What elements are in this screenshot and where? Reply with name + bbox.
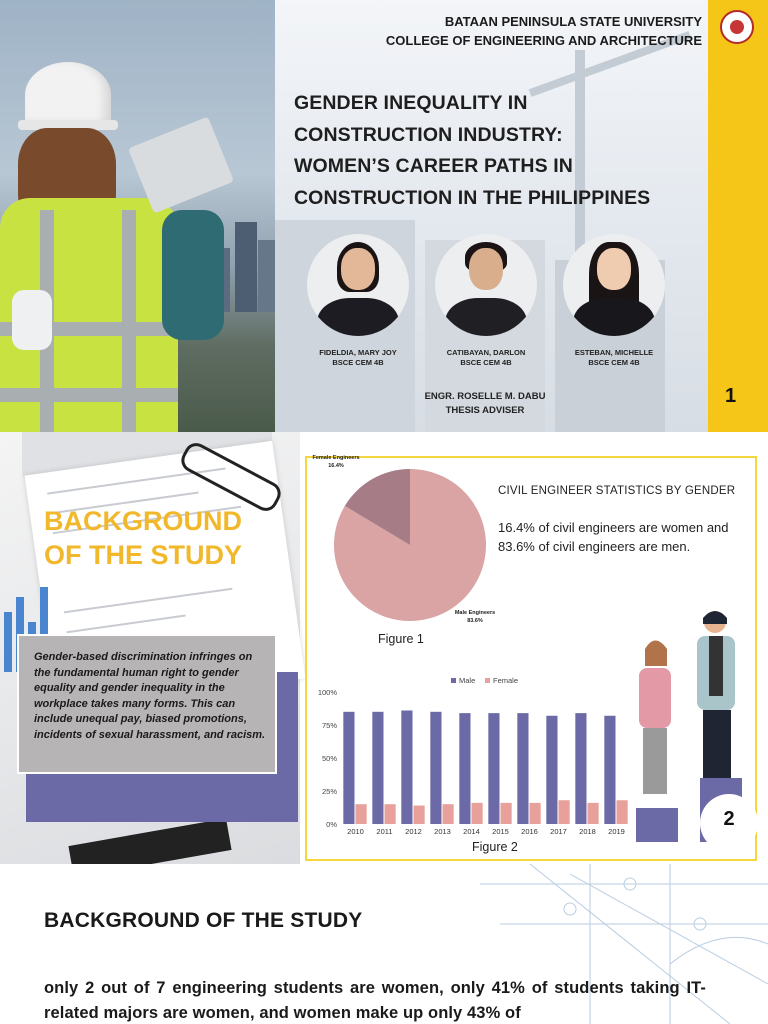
paper-line <box>67 615 186 634</box>
background-slide-text <box>0 864 768 1024</box>
y-tick-label: 50% <box>321 754 337 763</box>
adviser-role: THESIS ADVISER <box>445 405 525 416</box>
bar-female-2014 <box>472 803 483 824</box>
background-slide <box>0 432 768 864</box>
slide-heading: BACKGROUND OF THE STUDY <box>44 909 363 932</box>
pie-label-name: Male Engineers <box>454 610 496 616</box>
gender-pie-chart <box>325 460 495 630</box>
bar-male-2017 <box>546 716 557 824</box>
bar-male-2010 <box>343 712 354 824</box>
author-photo-catibayan <box>435 234 537 336</box>
author-credit-esteban <box>544 348 684 368</box>
bar-female-2017 <box>559 800 570 824</box>
thesis-title-line: CONSTRUCTION IN THE PHILIPPINES <box>294 186 651 209</box>
bar-female-2015 <box>501 803 512 824</box>
bar-male-2015 <box>488 713 499 824</box>
figure-caption: Figure 1 <box>378 632 424 646</box>
podium-step-image <box>636 808 678 842</box>
university-seal-logo <box>720 10 754 44</box>
teal-sleeve-image <box>162 210 224 340</box>
bar-female-2010 <box>356 804 367 824</box>
x-tick-label: 2018 <box>579 827 596 836</box>
thesis-title-line: GENDER INEQUALITY IN <box>294 92 528 114</box>
slide-heading-line: OF THE STUDY <box>44 540 243 570</box>
slide-heading <box>44 504 284 572</box>
author-name: ESTEBAN, MICHELLE <box>574 348 654 357</box>
background-paragraph: Gender-based discrimination infringes on the fundamental human right to gender equality and gender inequality in the workplace takes many forms. This can include unequal pay, biased promotions, incidents of sexual harassment, and racism. <box>34 651 266 741</box>
bar-female-2013 <box>443 804 454 824</box>
pie-label-male <box>443 609 507 625</box>
slide-heading-line: BACKGROUND <box>44 506 242 536</box>
bar-chart-legend <box>451 676 518 685</box>
author-program: BSCE CEM 4B <box>332 358 384 367</box>
bar-female-2012 <box>414 806 425 824</box>
legend-swatch <box>451 678 456 683</box>
y-tick-label: 0% <box>326 820 337 829</box>
statistics-text: 16.4% of civil engineers are women and 83.6% of civil engineers are men. <box>498 520 729 554</box>
bar-male-2016 <box>517 713 528 824</box>
bar-female-2018 <box>588 803 599 824</box>
university-name: BATAAN PENINSULA STATE UNIVERSITY <box>444 14 702 29</box>
engineer-woman-photo <box>0 0 275 432</box>
y-tick-label: 75% <box>321 721 337 730</box>
bar-male-2012 <box>401 710 412 824</box>
university-header <box>300 12 702 50</box>
legend-swatch <box>485 678 490 683</box>
author-photo-fideldia <box>307 234 409 336</box>
author-face-image <box>469 248 503 290</box>
rolled-blueprints-image <box>12 290 52 350</box>
city-building-image <box>258 240 275 312</box>
city-building-image <box>235 222 257 312</box>
author-photo-esteban <box>563 234 665 336</box>
figure-caption: Figure 2 <box>472 840 518 854</box>
y-tick-label: 100% <box>317 688 337 697</box>
bar-male-2014 <box>459 713 470 824</box>
bar-chart-bars <box>343 710 627 824</box>
pie-label-female <box>310 454 362 470</box>
legend-label: Male <box>459 676 476 685</box>
x-tick-label: 2014 <box>463 827 480 836</box>
author-program: BSCE CEM 4B <box>460 358 512 367</box>
author-program: BSCE CEM 4B <box>588 358 640 367</box>
author-credit-fideldia <box>288 348 428 368</box>
adviser-name: ENGR. ROSELLE M. DABU <box>424 391 546 402</box>
author-body-image <box>317 298 399 336</box>
hard-hat-image <box>25 62 111 128</box>
page-number: 2 <box>723 808 735 830</box>
thesis-title <box>294 88 706 214</box>
paper-line <box>64 588 233 614</box>
x-tick-label: 2019 <box>608 827 625 836</box>
bar-chart-x-axis <box>347 827 625 836</box>
college-name: COLLEGE OF ENGINEERING AND ARCHITECTURE <box>385 33 702 48</box>
clipboard-image <box>68 818 231 864</box>
x-tick-label: 2016 <box>521 827 538 836</box>
title-slide <box>0 0 768 432</box>
bar-male-2011 <box>372 712 383 824</box>
bar-male-2013 <box>430 712 441 824</box>
gender-bar-chart <box>305 670 635 842</box>
author-body-image <box>573 298 655 336</box>
statistics-title: CIVIL ENGINEER STATISTICS BY GENDER <box>498 485 736 497</box>
y-tick-label: 25% <box>321 787 337 796</box>
x-tick-label: 2013 <box>434 827 451 836</box>
vest-reflective-stripe <box>0 388 178 402</box>
x-tick-label: 2010 <box>347 827 364 836</box>
accent-sidebar <box>708 0 768 432</box>
bar-female-2011 <box>385 804 396 824</box>
background-paragraph: only 2 out of 7 engineering students are women, only 41% of students taking IT-related majors are women, and women make up only 43% of <box>44 979 706 1022</box>
bar-male-2019 <box>604 716 615 824</box>
author-credit-catibayan <box>416 348 556 368</box>
bar-female-2016 <box>530 803 541 824</box>
pie-label-name: Female Engineers <box>312 455 360 461</box>
legend-label: Female <box>493 676 519 685</box>
pie-label-value: 83.6% <box>467 618 483 624</box>
bar-chart-y-axis <box>318 688 338 829</box>
pie-label-value: 16.4% <box>328 463 344 469</box>
page-number: 1 <box>725 385 737 407</box>
x-tick-label: 2011 <box>376 827 393 836</box>
thesis-title-line: CONSTRUCTION INDUSTRY: <box>294 123 563 146</box>
author-name: CATIBAYAN, DARLON <box>446 348 526 357</box>
x-tick-label: 2015 <box>492 827 509 836</box>
vest-reflective-stripe <box>122 210 136 432</box>
thesis-adviser <box>380 390 590 418</box>
bar-male-2018 <box>575 713 586 824</box>
author-name: FIDELDIA, MARY JOY <box>319 348 397 357</box>
x-tick-label: 2012 <box>405 827 422 836</box>
author-face-image <box>597 248 631 290</box>
author-face-image <box>341 248 375 290</box>
thesis-title-line: WOMEN’S CAREER PATHS IN <box>294 155 573 177</box>
x-tick-label: 2017 <box>550 827 567 836</box>
author-body-image <box>445 298 527 336</box>
